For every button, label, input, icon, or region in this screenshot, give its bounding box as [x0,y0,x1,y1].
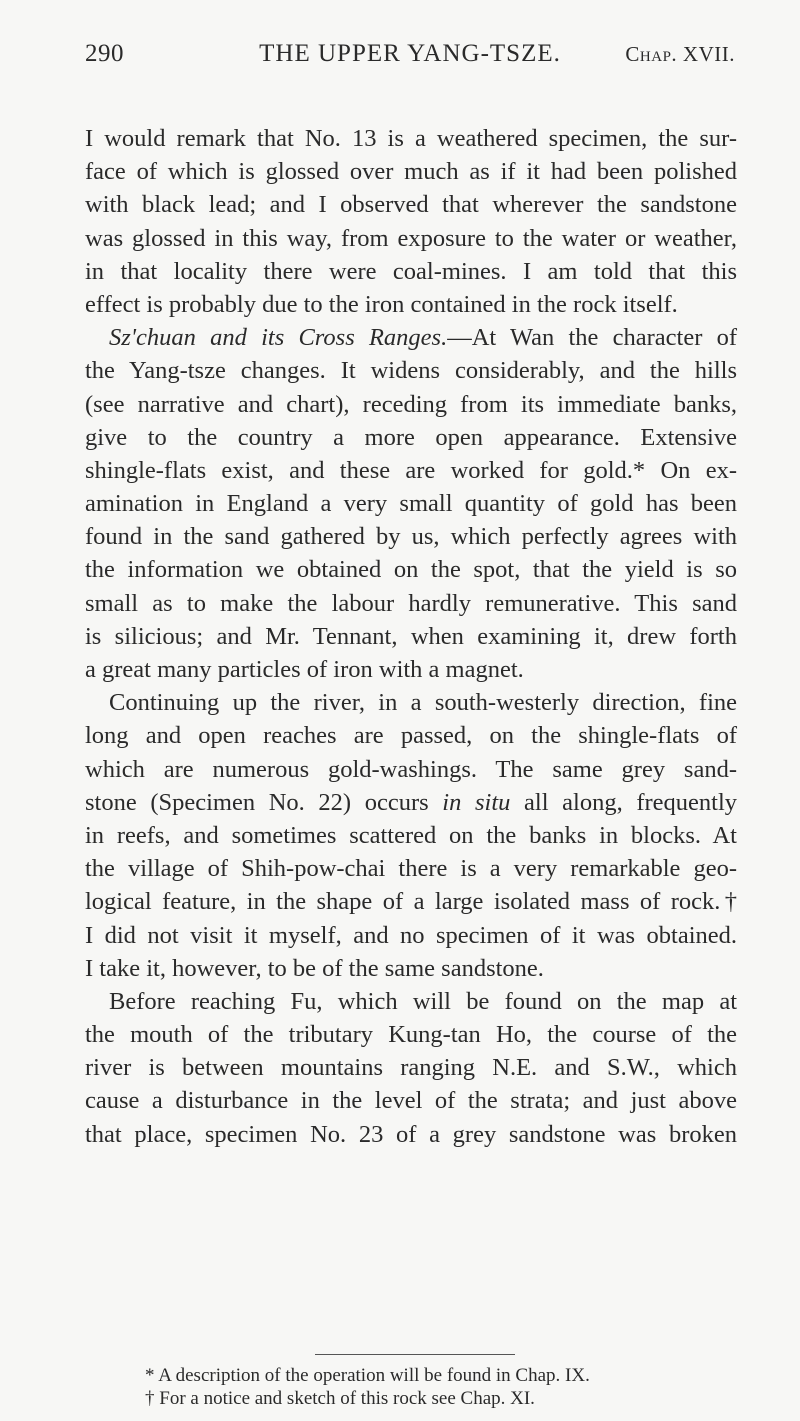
running-title: THE UPPER YANG-TSZE. [259,40,561,67]
text-line: the Yang-tsze changes. It widens considerably, and the hills [85,357,737,385]
text-line: long and open reaches are passed, on the shingle-flats of [85,722,737,750]
text-line: the information we obtained on the spot, that the yield is so [85,556,737,584]
text-line: I did not visit it myself, and no specimen of it was obtained. [85,921,737,949]
text-line: river is between mountains ranging N.E. and S.W., which [85,1054,737,1082]
text-line: small as to make the labour hardly remunerative. This sand [85,589,737,617]
text-line: face of which is glossed over much as if it had been polished [85,158,737,186]
text-line: cause a disturbance in the level of the strata; and just above [85,1087,737,1115]
text-line: amination in England a very small quantity of gold has been [85,490,737,518]
text-line: (see narrative and chart), receding from its immediate banks, [85,390,737,418]
text-line: which are numerous gold-washings. The same grey sand- [85,755,737,783]
running-header [85,40,735,80]
text-line: the village of Shih-pow-chai there is a very remarkable geo- [85,855,737,883]
text-line: found in the sand gathered by us, which perfectly agrees with [85,523,737,551]
text-line: stone (Specimen No. 22) occurs in situ all along, frequently [85,788,737,816]
footnote-divider [315,1354,515,1355]
footnote: † For a notice and sketch of this rock see Chap. XI. [145,1388,535,1409]
text-line: shingle-flats exist, and these are worked for gold.* On ex- [85,456,737,484]
text-line: Sz'chuan and its Cross Ranges.—At Wan the character of [109,324,737,352]
text-line: is silicious; and Mr. Tennant, when examining it, drew forth [85,622,737,650]
text-line: was glossed in this way, from exposure to the water or weather, [85,224,737,252]
text-line: give to the country a more open appearance. Extensive [85,423,737,451]
page-number: 290 [85,40,124,67]
chapter-label: Chap. XVII. [625,42,735,66]
text-line: I would remark that No. 13 is a weathered specimen, the sur- [85,125,737,152]
text-line: in reefs, and sometimes scattered on the banks in blocks. At [85,821,737,849]
footnotes [145,1364,745,1410]
text-line: logical feature, in the shape of a large isolated mass of rock.† [85,888,737,916]
text-line: I take it, however, to be of the same sandstone. [85,954,544,982]
text-line: the mouth of the tributary Kung-tan Ho, the course of the [85,1021,737,1049]
text-line: effect is probably due to the iron contained in the rock itself. [85,290,678,318]
text-line: with black lead; and I observed that wherever the sandstone [85,191,737,219]
text-line: in that locality there were coal-mines. I am told that this [85,257,737,285]
footnote: * A description of the operation will be found in Chap. IX. [145,1365,590,1386]
text-line: Continuing up the river, in a south-westerly direction, fine [109,689,737,717]
body-text [85,122,737,1151]
text-line: Before reaching Fu, which will be found on the map at [109,987,737,1015]
text-line: that place, specimen No. 23 of a grey sandstone was broken [85,1120,737,1148]
text-line: a great many particles of iron with a magnet. [85,656,524,683]
